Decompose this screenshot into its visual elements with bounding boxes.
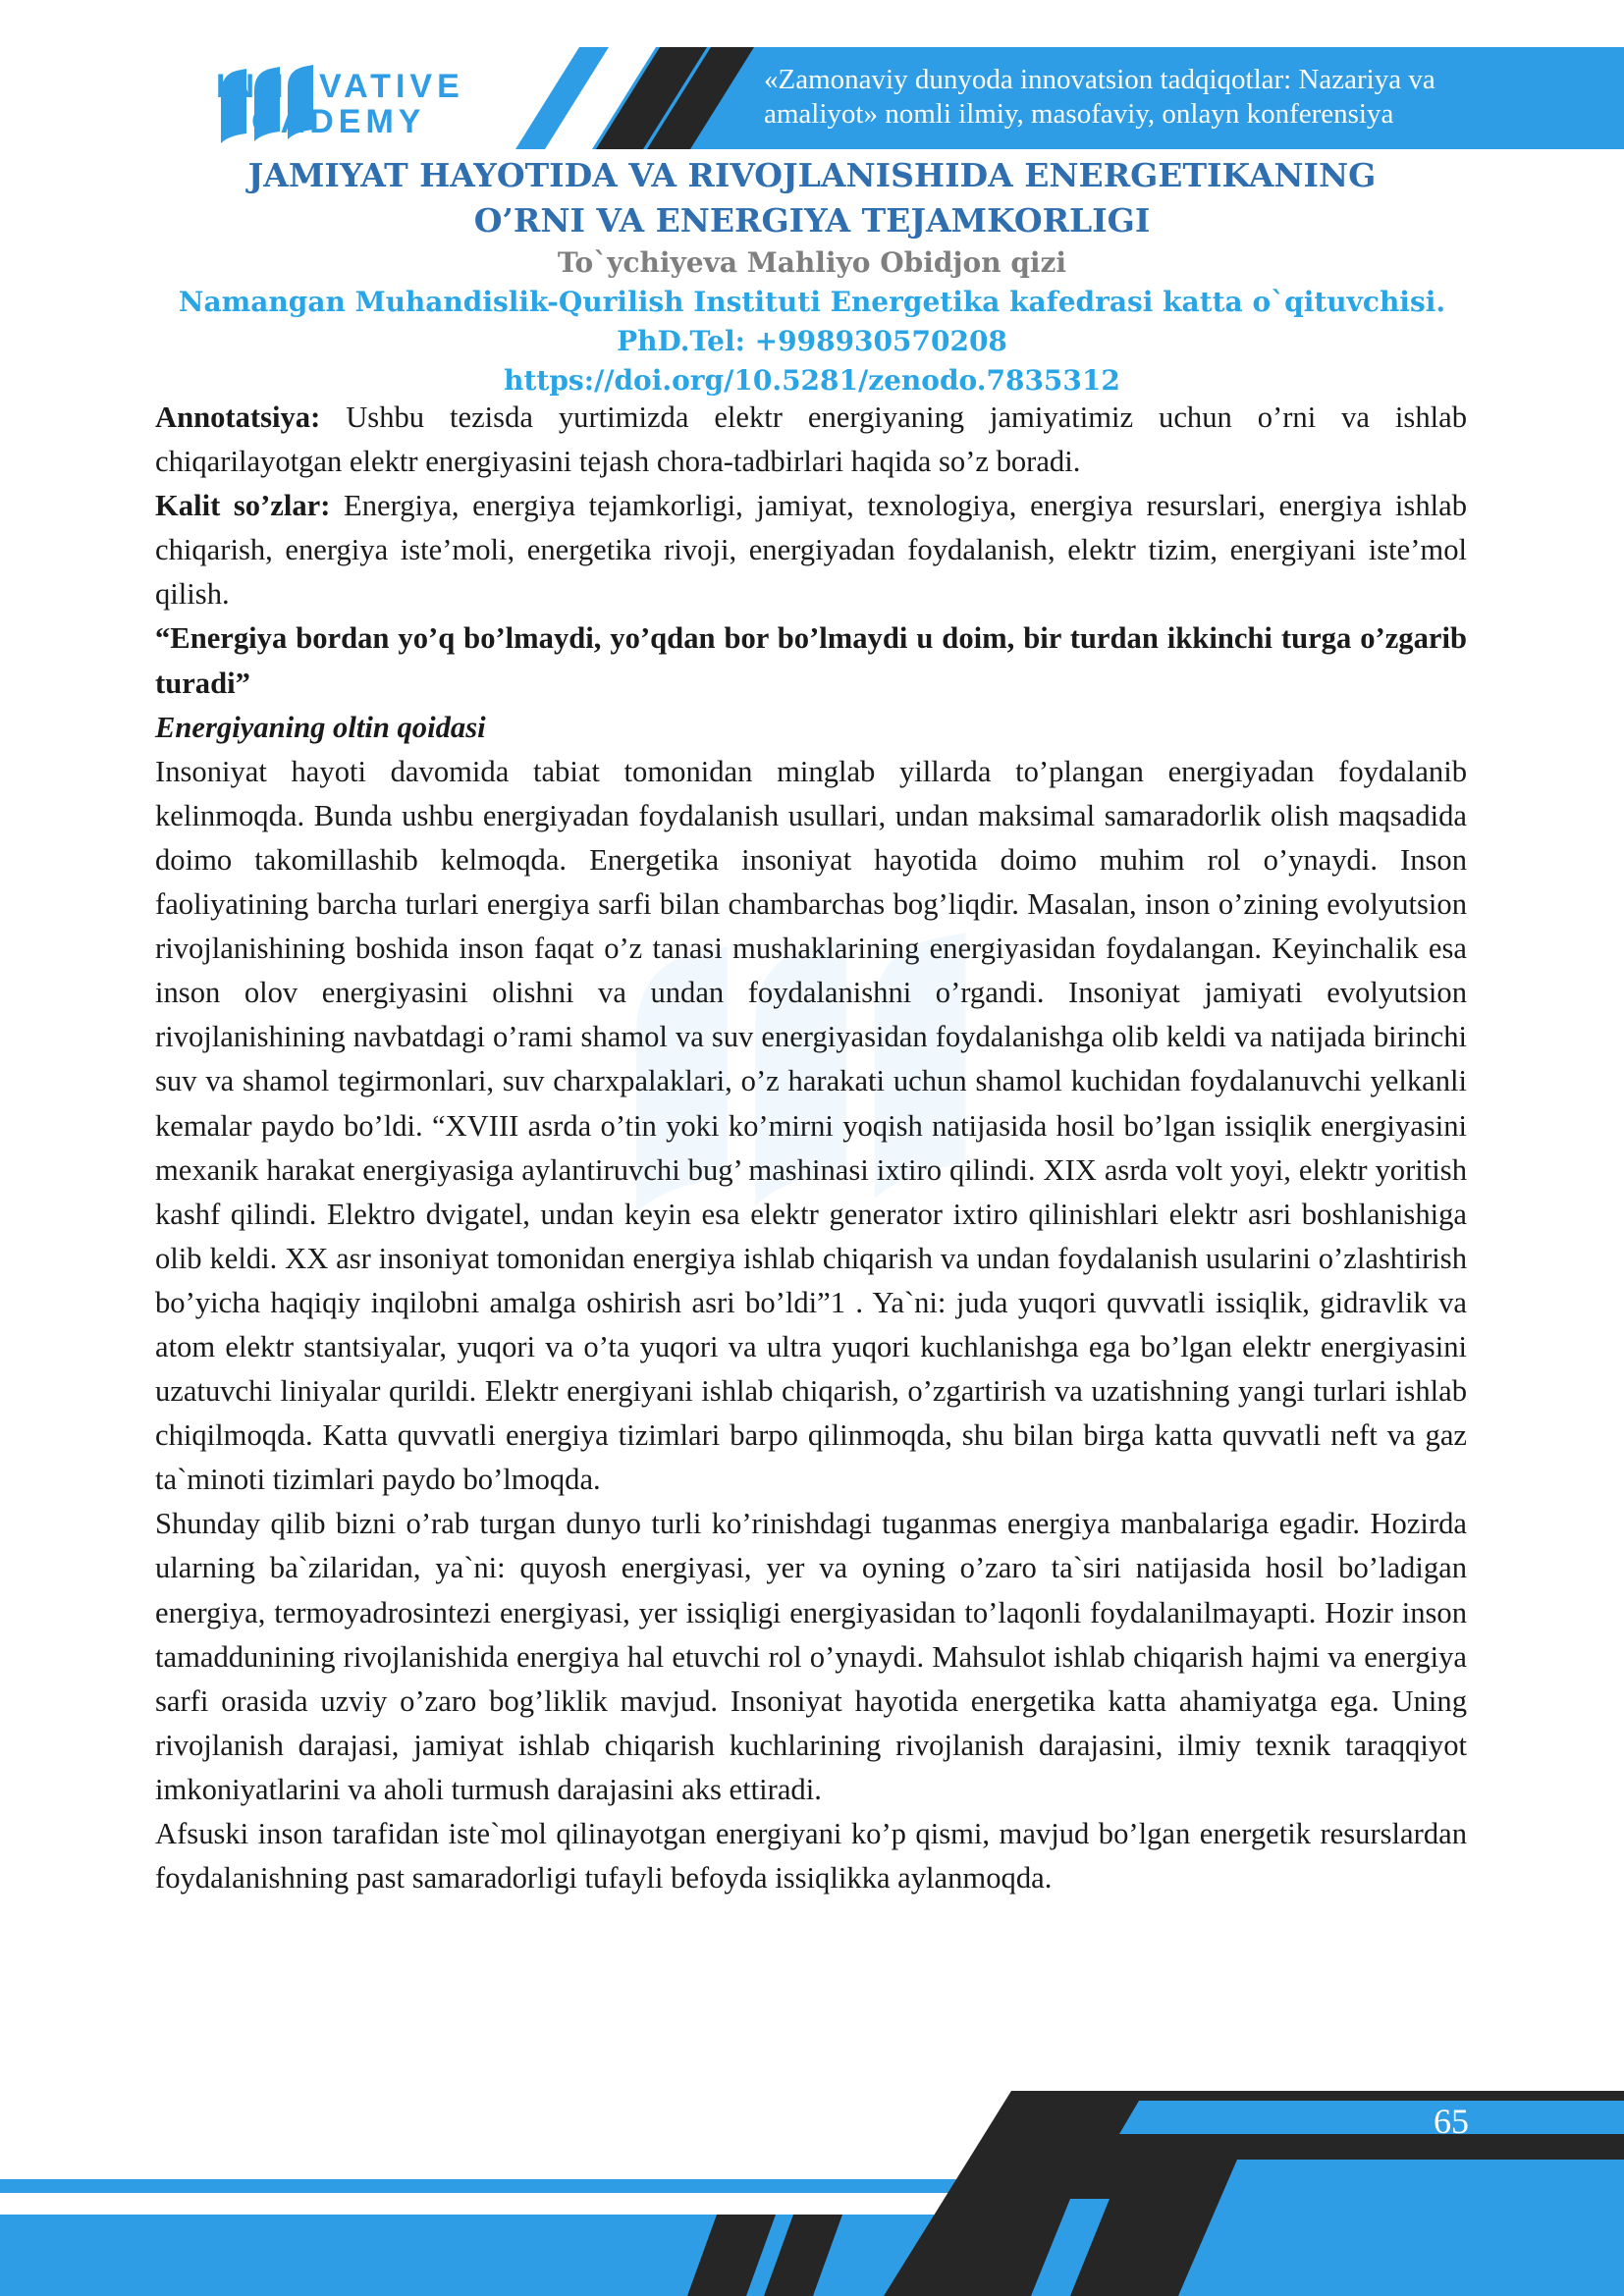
paragraph: Afsuski inson tarafidan iste`mol qilinayotgan energiyani ko’p qismi, mavjud bo’lgan energetik resurslardan foydalanishning past samaradorligi tufayli befoyda issiqlikka aylanmoqda. [155,1817,1467,1896]
abstract-label: Annotatsiya: [155,400,321,434]
logo-text [216,68,464,140]
quote: “Energiya bordan yo’q bo’lmaydi, yo’qdan bor bo’lmaydi u doim, bir turdan ikkinchi turga o’zgarib turadi” [155,621,1467,700]
phd-tel: PhD.Tel: +998930570208 [617,325,1007,357]
keywords [155,484,1467,616]
affiliation-block [0,283,1624,400]
conference-title [764,63,1598,132]
logo-line2: ACADEMY [222,103,426,140]
paragraph: Insoniyat hayoti davomida tabiat tomonidan minglab yillarda to’plangan energiyadan foydalanib kelinmoqda. Bunda ushbu energiyadan foydalanish usullari, undan maksimal samaradorlik olish maqsadida doimo takomillashib kelmoqda. Energetika insoniyat hayotida doimo muhim rol o’ynaydi. Inson faoliyatining barcha turlari energiya sarfi bilan chambarchas bog’liqdir. Masalan, inson o’zining evolyutsion rivojlanishining boshida inson faqat o’z tanasi mushaklarining energiyasidan foydalangan. Keyinchalik esa inson olov energiyasini olishni va undan foydalanishni o’rgandi. Insoniyat jamiyati evolyutsion rivojlanishining navbatdagi o’rami shamol va suv energiyasidan foydalanishga olib keldi va natijada birinchi suv va shamol tegirmonlari, suv charxpalaklari, o’z harakati uchun shamol kuchidan foydalanuvchi yelkanli kemalar paydo bo’ldi. “XVIII asrda o’tin yoki ko’mirni yoqish natijasida hosil bo’lgan issiqlik energiyasini mexanik harakat energiyasiga aylantiruvchi bug’ mashinasi ixtiro qilindi. XIX asrda volt yoyi, elektr yoritish kashf qilindi. Elektro dvigatel, undan keyin esa elektr generator ixtiro qilinishlari elektr asri boshlanishiga olib keldi. XX asr insoniyat tomonidan energiya ishlab chiqarish va undan foydalanish usularini o’zlashtirish bo’yicha haqiqiy inqilobni amalga oshirish asri bo’ldi”1 . Ya`ni: juda yuqori quvvatli issiqlik, gidravlik va atom elektr stantsiyalar, yuqori va o’ta yuqori va ultra yuqori kuchlanishga ega bo’lgan elektr energiyasini uzatuvchi liniyalar qurildi. Elektr energiyani ishlab chiqarish, o’zgartirish va uzatishning yangi turlari ishlab chiqilmoqda. Katta quvvatli energiya tizimlari barpo qilinmoqda, shu bilan birga katta quvvatli neft va gaz ta`minoti tizimlari paydo bo’lmoqda. [155,754,1467,1497]
title-line2: O’RNI VA ENERGIYA TEJAMKORLIGI [473,201,1151,240]
conference-line1: «Zamonaviy dunyoda innovatsion tadqiqotlar: Nazariya va [764,64,1435,95]
paragraph: Shunday qilib bizni o’rab turgan dunyo turli ko’rinishdagi tuganmas energiya manbalariga egadir. Hozirda ularning ba`zilaridan, ya`ni: quyosh energiyasi, yer va oyning o’zaro ta`siri natijasida hosil bo’ladigan energiya, termoyadrosintezi energiyasi, yer issiqligi energiyasidan to’laqonli foydalanilmayapti. Hozir inson tamaddunining rivojlanishida energiya hal etuvchi rol o’ynaydi. Mahsulot ishlab chiqarish hajmi va energiya sarfi orasida uzviy o’zaro bog’liklik mavjud. Insoniyat hayotida energetika katta ahamiyatga ega. Uning rivojlanish darajasi, jamiyat ishlab chiqarish kuchlarining rivojlanish darajasini, ilmiy texnik taraqqiyot imkoniyatlarini va aholi turmush darajasini aks ettiradi. [155,1507,1467,1806]
page-number: 65 [1434,2102,1469,2141]
article-title [0,153,1624,243]
doi-link[interactable]: https://doi.org/10.5281/zenodo.7835312 [504,364,1120,397]
author-name: To`ychiyeva Mahliyo Obidjon qizi [557,246,1067,279]
section-heading: Energiyaning oltin qoidasi [155,710,486,744]
conference-line2: amaliyot» nomli ilmiy, masofaviy, onlayn konferensiya [764,98,1394,130]
article-body [155,396,1467,1900]
keywords-label: Kalit so’zlar: [155,489,331,523]
abstract-text: Ushbu tezisda yurtimizda elektr energiyaning jamiyatimiz uchun o’rni va ishlab chiqarilayotgan elektr energiyasini tejash chora-tadbirlari haqida so’z boradi. [155,400,1467,479]
keywords-text: Energiya, energiya tejamkorligi, jamiyat, texnologiya, energiya resurslari, energiya ishlab chiqarish, energiya iste’moli, energetika rivoji, energiyadan foydalanish, elektr tizim, energiyani iste’mol qilish. [155,489,1467,612]
footer-band [0,2091,1624,2296]
logo-line1: INNOVATIVE [216,68,464,105]
title-line1: JAMIYAT HAYOTIDA VA RIVOJLANISHIDA ENERGETIKANING [247,156,1377,194]
abstract [155,396,1467,484]
affiliation: Namangan Muhandislik-Qurilish Instituti Energetika kafedrasi katta o`qituvchisi. [178,286,1446,318]
